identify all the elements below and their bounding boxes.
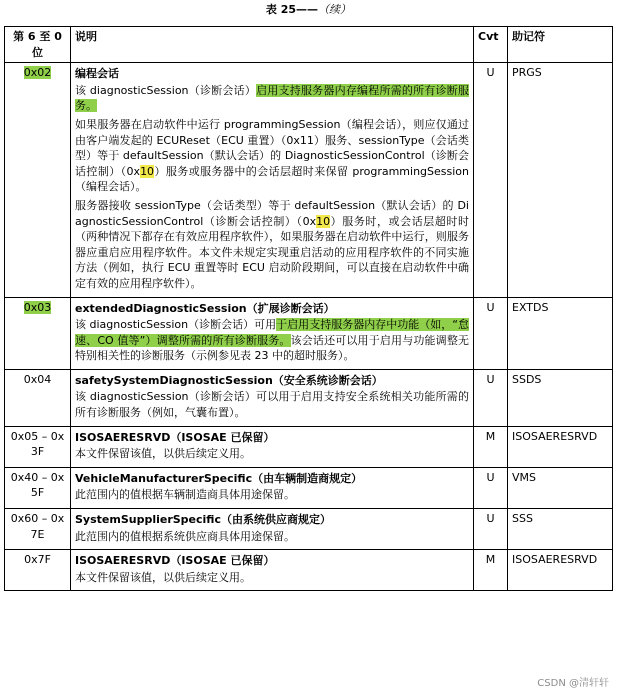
value-cell [5, 297, 71, 369]
mnemonic-cell: PRGS [508, 63, 613, 297]
value-cell: 0x7F [5, 550, 71, 591]
cvt-cell: M [474, 550, 508, 591]
mnemonic-cell: ISOSAERESRVD [508, 426, 613, 467]
watermark: CSDN @清轩轩 [537, 678, 609, 689]
text-run: 该 diagnosticSession（诊断会话） [75, 83, 257, 97]
row-title: ISOSAERESRVD（ISOSAE 已保留） [75, 430, 275, 444]
table-row [5, 63, 613, 297]
header-cvt: Cvt [474, 27, 508, 63]
description-paragraph [75, 198, 469, 292]
text-run: 服务器接收 sessionType（会话类型）等于 defaultSession（默认会话）的 DiagnosticSessionControl（诊断会话控制）（0x [75, 198, 469, 228]
table-header-row [5, 27, 613, 63]
value-cell: 0x40 – 0x5F [5, 467, 71, 508]
table-row [5, 426, 613, 467]
session-type-table [4, 26, 613, 591]
caption-label: 表 25—— [265, 3, 319, 16]
table-caption [0, 3, 617, 17]
text-run: ）服务时，或会话层超时时（两种情况下都存在有效应用程序软件），如果服务器在启动软件中运行，则服务器应重启应用程序软件。本文件未规定实现重启活动的应用程序软件的不同实施方法（例如，执行 ECU 重置等时 ECU 启动阶段期间，可以直接在启动软件中确定有效的应用程序软件）。 [75, 214, 470, 290]
description-paragraph: 该 diagnosticSession（诊断会话）可以用于启用支持安全系统相关功能所需的所有诊断服务（例如，气囊布置）。 [75, 390, 469, 420]
description-cell [71, 63, 474, 297]
row-title: ISOSAERESRVD（ISOSAE 已保留） [75, 554, 275, 568]
value-text: 0x02 [23, 66, 52, 80]
description-paragraph [75, 117, 469, 195]
table-row [5, 550, 613, 591]
text-run: 该 diagnosticSession（诊断会话）可用 [75, 318, 277, 332]
row-title: extendedDiagnosticSession（扩展诊断会话） [75, 301, 335, 315]
description-paragraph [75, 317, 469, 364]
table-row [5, 467, 613, 508]
description-cell [71, 297, 474, 369]
mnemonic-cell: SSS [508, 509, 613, 550]
row-title: safetySystemDiagnosticSession（安全系统诊断会话） [75, 373, 383, 387]
value-cell: 0x60 – 0x7E [5, 509, 71, 550]
mnemonic-cell: VMS [508, 467, 613, 508]
description-cell [71, 467, 474, 508]
row-title: VehicleManufacturerSpecific（由车辆制造商规定） [75, 471, 363, 485]
description-cell [71, 426, 474, 467]
description-cell [71, 369, 474, 426]
table-row [5, 369, 613, 426]
text-run: 该会话还可以用于启用与功能调整无特别相关性的诊断服务（示例参见表 23 中的超时服务）。 [75, 333, 469, 363]
header-bit: 第 6 至 0 位 [5, 27, 71, 63]
row-title: SystemSupplierSpecific（由系统供应商规定） [75, 513, 331, 527]
header-mnemonic: 助记符 [508, 27, 613, 63]
text-run: 如果服务器在启动软件中运行 programmingSession（编程会话），则应仅通过由客户端发起的 ECUReset（ECU 重置）（0x11）服务、sessionType（会话类型）等于 defaultSession（默认会话）的 DiagnosticSessionControl（诊断会话控制）（0x [75, 117, 469, 178]
table-row [5, 297, 613, 369]
description-paragraph: 本文件保留该值，以供后续定义用。 [75, 570, 251, 584]
table-row [5, 509, 613, 550]
value-cell [5, 63, 71, 297]
value-text: 0x03 [23, 300, 52, 314]
mnemonic-cell: EXTDS [508, 297, 613, 369]
cvt-cell: U [474, 467, 508, 508]
cvt-cell: M [474, 426, 508, 467]
highlighted-text: 10 [140, 164, 155, 178]
highlighted-text: 10 [316, 214, 331, 228]
description-paragraph: 此范围内的值根据车辆制造商具体用途保留。 [75, 488, 295, 502]
cvt-cell: U [474, 509, 508, 550]
header-description: 说明 [71, 27, 474, 63]
description-cell [71, 550, 474, 591]
cvt-cell: U [474, 369, 508, 426]
text-run: ）服务或服务器中的会话层超时来保留 programmingSession（编程会话）。 [75, 164, 469, 194]
highlighted-text: 启用支持服务器内存编程所需的所有诊断服务。 [75, 83, 470, 113]
highlighted-text: 于启用支持服务器内存中功能（如，“怠速、CO 值等”）调整所需的所有诊断服务。 [75, 318, 470, 347]
caption-continued: （续） [318, 3, 352, 16]
description-paragraph [75, 83, 469, 114]
mnemonic-cell: ISOSAERESRVD [508, 550, 613, 591]
description-cell [71, 509, 474, 550]
mnemonic-cell: SSDS [508, 369, 613, 426]
cvt-cell: U [474, 63, 508, 297]
description-paragraph: 此范围内的值根据系统供应商具体用途保留。 [75, 529, 295, 543]
value-cell: 0x05 – 0x3F [5, 426, 71, 467]
value-cell: 0x04 [5, 369, 71, 426]
cvt-cell: U [474, 297, 508, 369]
row-title: 编程会话 [75, 67, 119, 81]
description-paragraph: 本文件保留该值，以供后续定义用。 [75, 447, 251, 461]
